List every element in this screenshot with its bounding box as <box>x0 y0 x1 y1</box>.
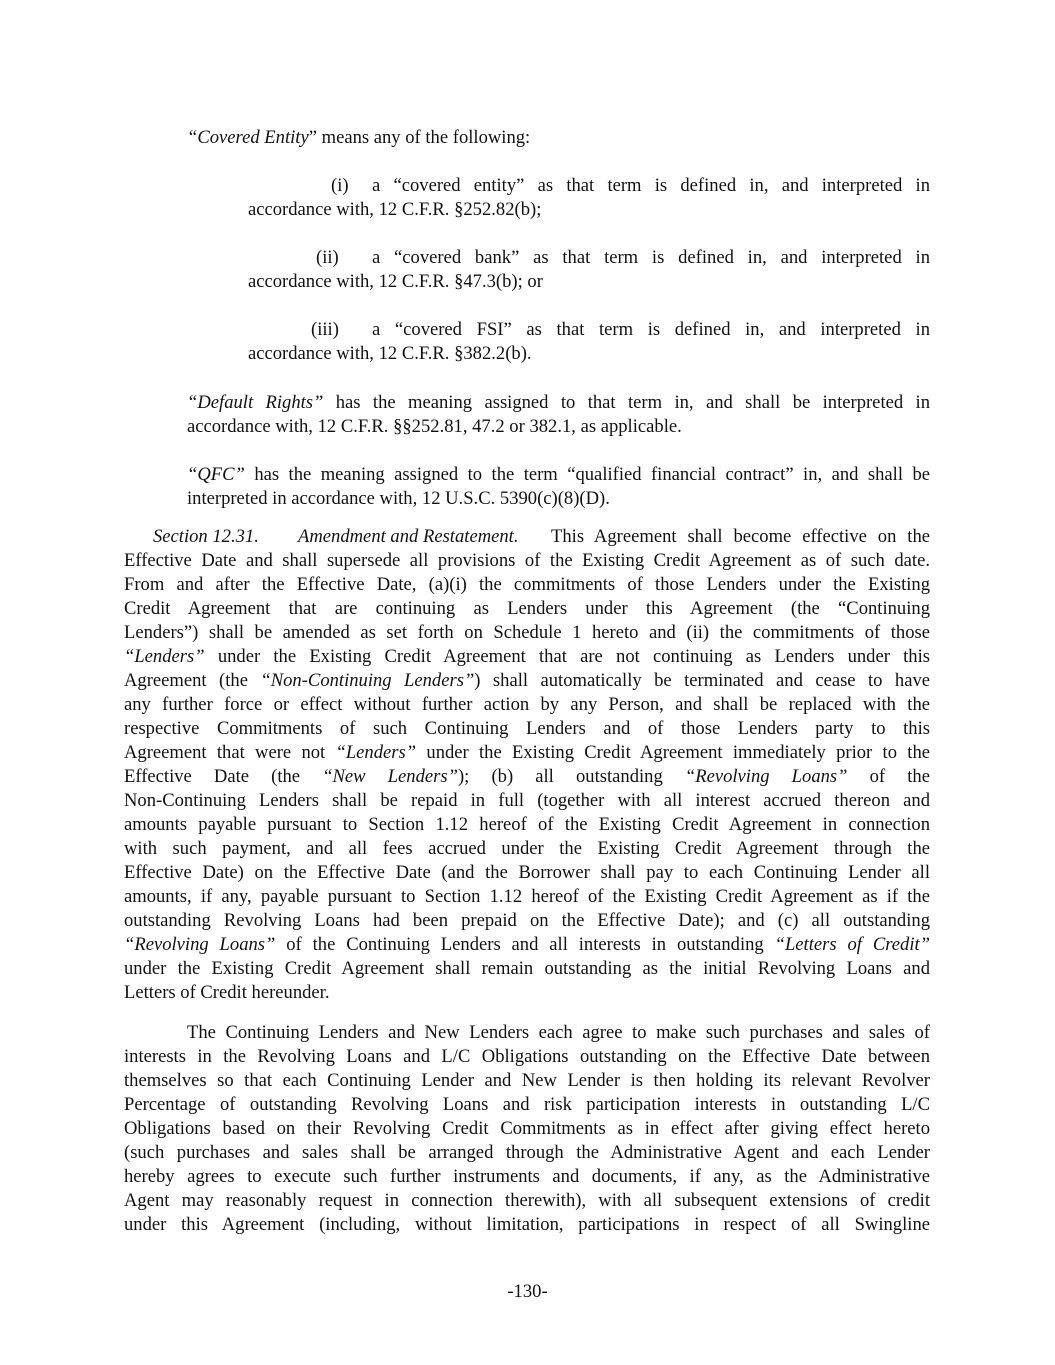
covered-entity-item-num: (iii) <box>311 319 339 340</box>
covered-entity-item-text: accordance with, 12 C.F.R. §47.3(b); or <box>248 271 543 292</box>
section-body-line: Lenders”) shall be amended as set forth on Schedule 1 hereto and (ii) the commitments of those <box>124 622 930 643</box>
default-rights-line <box>187 391 930 415</box>
section-body-line: respective Commitments of such Continuing Lenders and of those Lenders party to this <box>124 718 930 739</box>
covered-entity-tail: ” means any of the following: <box>308 127 531 148</box>
section-title: Amendment and Restatement. <box>298 526 519 547</box>
paragraph-two-line: themselves so that each Continuing Lender and New Lender is then holding its relevant Revolver <box>124 1070 930 1091</box>
section-body-line: Agreement (the “Non-Continuing Lenders”) shall automatically be terminated and cease to have <box>124 670 930 691</box>
section-body-line: Letters of Credit hereunder. <box>124 982 330 1003</box>
section-body-line: Credit Agreement that are continuing as Lenders under this Agreement (the “Continuing <box>124 598 930 619</box>
paragraph-two-line: interests in the Revolving Loans and L/C Obligations outstanding on the Effective Date between <box>124 1046 930 1067</box>
section-body-line: “Revolving Loans” of the Continuing Lenders and all interests in outstanding “Letters of Credit” <box>124 934 930 955</box>
section-body-line: Agreement that were not “Lenders” under the Existing Credit Agreement immediately prior to the <box>124 742 930 763</box>
paragraph-two-line: under this Agreement (including, without limitation, participations in respect of all Swingline <box>124 1214 930 1235</box>
paragraph-two-line: Obligations based on their Revolving Credit Commitments as in effect after giving effect hereto <box>124 1118 930 1139</box>
section-body-line: with such payment, and all fees accrued under the Existing Credit Agreement through the <box>124 838 930 859</box>
covered-entity-item-num: (i) <box>331 175 349 196</box>
section-body-line: amounts payable pursuant to Section 1.12 hereof of the Existing Credit Agreement in connection <box>124 814 930 835</box>
section-body-line: “Lenders” under the Existing Credit Agreement that are not continuing as Lenders under this <box>124 646 930 667</box>
qfc-term: “QFC” <box>187 464 245 485</box>
qfc-line: interpreted in accordance with, 12 U.S.C. 5390(c)(8)(D). <box>187 488 610 509</box>
default-rights-term: “Default Rights” <box>187 392 324 413</box>
covered-entity-item-text: accordance with, 12 C.F.R. §382.2(b). <box>248 343 532 364</box>
covered-entity-item-num: (ii) <box>316 247 339 268</box>
section-body-line: amounts, if any, payable pursuant to Section 1.12 hereof of the Existing Credit Agreement as if the <box>124 886 930 907</box>
covered-entity-item-text: accordance with, 12 C.F.R. §252.82(b); <box>248 199 542 220</box>
qfc-line <box>187 463 930 487</box>
default-rights-tail: has the meaning assigned to that term in, and shall be interpreted in <box>323 392 931 413</box>
qfc-tail: has the meaning assigned to the term “qualified financial contract” in, and shall be <box>244 464 930 485</box>
covered-entity-heading <box>187 126 530 150</box>
paragraph-two-line: The Continuing Lenders and New Lenders each agree to make such purchases and sales of <box>187 1022 930 1043</box>
paragraph-two-line: Percentage of outstanding Revolving Loans and risk participation interests in outstanding L/C <box>124 1094 930 1115</box>
covered-entity-item-text: a “covered bank” as that term is defined in, and interpreted in <box>372 247 930 268</box>
section-body-line: outstanding Revolving Loans had been prepaid on the Effective Date); and (c) all outstanding <box>124 910 930 931</box>
paragraph-two-line: hereby agrees to execute such further instruments and documents, if any, as the Administrative <box>124 1166 930 1187</box>
covered-entity-term: “Covered Entity <box>187 127 309 148</box>
section-body-line: From and after the Effective Date, (a)(i) the commitments of those Lenders under the Existing <box>124 574 930 595</box>
page-number: -130- <box>507 1281 548 1302</box>
section-lead-text: This Agreement shall become effective on the <box>551 526 930 547</box>
default-rights-line: accordance with, 12 C.F.R. §§252.81, 47.2 or 382.1, as applicable. <box>187 416 682 437</box>
covered-entity-item-text: a “covered entity” as that term is defined in, and interpreted in <box>372 175 930 196</box>
section-body-line: Effective Date and shall supersede all provisions of the Existing Credit Agreement as of such date. <box>124 550 930 571</box>
section-body-line: any further force or effect without further action by any Person, and shall be replaced with the <box>124 694 930 715</box>
section-body-line: Non-Continuing Lenders shall be repaid in full (together with all interest accrued thereon and <box>124 790 930 811</box>
paragraph-two-line: (such purchases and sales shall be arranged through the Administrative Agent and each Lender <box>124 1142 930 1163</box>
covered-entity-item-text: a “covered FSI” as that term is defined in, and interpreted in <box>372 319 930 340</box>
section-body-line: Effective Date) on the Effective Date (and the Borrower shall pay to each Continuing Lender all <box>124 862 930 883</box>
section-body-line: Effective Date (the “New Lenders”); (b) all outstanding “Revolving Loans” of the <box>124 766 930 787</box>
section-number: Section 12.31. <box>153 526 259 547</box>
paragraph-two-line: Agent may reasonably request in connection therewith), with all subsequent extensions of credit <box>124 1190 930 1211</box>
section-body-line: under the Existing Credit Agreement shall remain outstanding as the initial Revolving Loans and <box>124 958 930 979</box>
